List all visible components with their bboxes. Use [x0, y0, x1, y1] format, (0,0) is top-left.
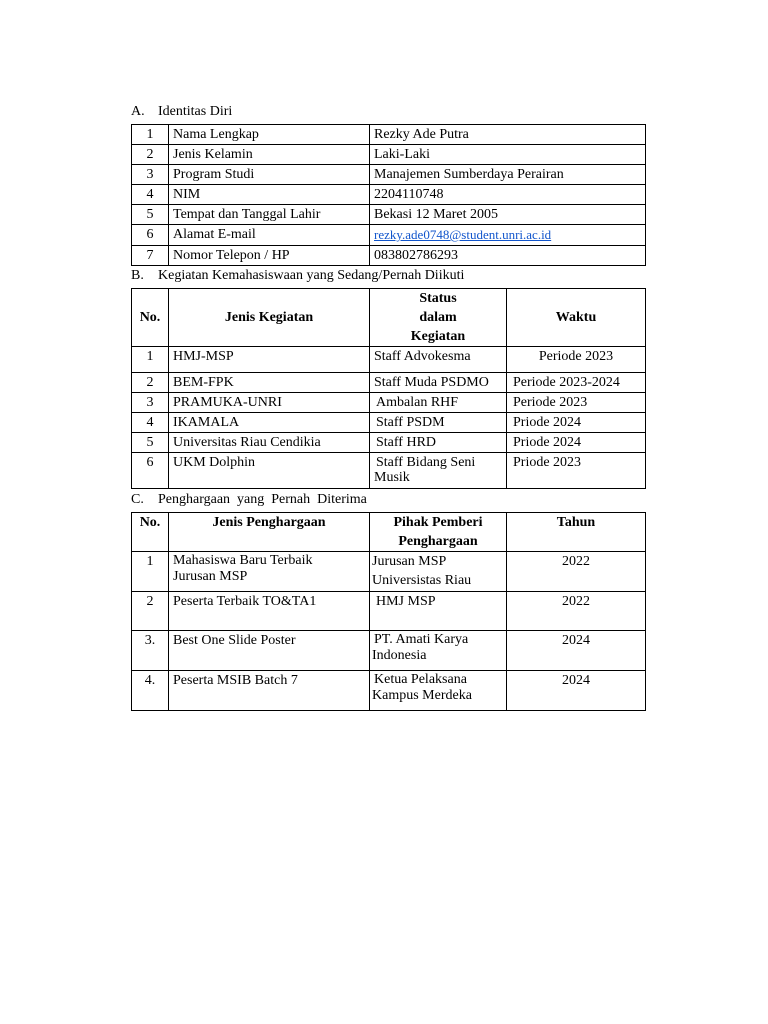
- table-header-row: [132, 513, 646, 552]
- activities-table: [131, 288, 646, 489]
- email-cell: [370, 225, 646, 246]
- header-penghargaan: Jenis Penghargaan: [169, 513, 370, 552]
- identity-label: Tempat dan Tanggal Lahir: [169, 205, 370, 225]
- award-giver-line: Kampus Merdeka: [372, 688, 472, 703]
- section-a-letter: A.: [131, 104, 145, 119]
- activity-status: [370, 453, 507, 489]
- award-giver: [370, 671, 507, 711]
- table-row: [132, 185, 646, 205]
- award-giver-line: [372, 672, 502, 688]
- header-no: No.: [132, 289, 169, 347]
- activity-name: Universitas Riau Cendikia: [169, 433, 370, 453]
- section-c-heading: [131, 491, 367, 509]
- identity-value: Rezky Ade Putra: [370, 125, 646, 145]
- activity-time: [507, 413, 646, 433]
- row-number: 5: [132, 205, 169, 225]
- activity-status: Staff Muda PSDMO: [370, 373, 507, 393]
- identity-value: 2204110748: [370, 185, 646, 205]
- award-name: [169, 552, 370, 592]
- identity-label: Jenis Kelamin: [169, 145, 370, 165]
- activity-time: [507, 393, 646, 413]
- header-status: [370, 289, 507, 347]
- identity-label: Program Studi: [169, 165, 370, 185]
- award-giver-text: PT. Amati Karya: [374, 632, 469, 647]
- award-name-line: Mahasiswa Baru Terbaik: [173, 553, 313, 568]
- table-row: [132, 433, 646, 453]
- award-year: 2022: [507, 592, 646, 631]
- table-row: [132, 205, 646, 225]
- row-number: 7: [132, 246, 169, 266]
- activity-time-text: Priode 2023: [513, 455, 582, 470]
- award-giver-text: Ketua Pelaksana: [374, 672, 467, 687]
- header-no: No.: [132, 513, 169, 552]
- row-number: 3: [132, 165, 169, 185]
- row-number: 2: [132, 145, 169, 165]
- header-kegiatan: Jenis Kegiatan: [169, 289, 370, 347]
- activity-time: [507, 433, 646, 453]
- section-b-title: Kegiatan Kemahasiswaan yang Sedang/Pernah Diikuti: [158, 268, 465, 283]
- award-name: [169, 592, 370, 631]
- row-number: 4: [132, 185, 169, 205]
- row-number: 5: [132, 433, 169, 453]
- section-a-heading: [131, 103, 232, 121]
- activity-status-text: Staff PSDM: [376, 415, 445, 430]
- activity-name: PRAMUKA-UNRI: [169, 393, 370, 413]
- row-number: 3.: [132, 631, 169, 671]
- identity-value: Bekasi 12 Maret 2005: [370, 205, 646, 225]
- activity-name: HMJ-MSP: [169, 347, 370, 373]
- award-giver: [370, 631, 507, 671]
- row-number: 1: [132, 347, 169, 373]
- identity-value: 083802786293: [370, 246, 646, 266]
- activity-time: Periode 2023: [507, 347, 646, 373]
- table-row: [132, 631, 646, 671]
- section-c-title: Penghargaan yang Pernah Diterima: [158, 492, 367, 507]
- activity-name: BEM-FPK: [169, 373, 370, 393]
- activity-time: [507, 453, 646, 489]
- activity-status: [370, 393, 507, 413]
- section-b-letter: B.: [131, 268, 144, 283]
- section-b-heading: [131, 267, 464, 285]
- header-status-line: dalam: [419, 310, 457, 325]
- table-row: [132, 246, 646, 266]
- award-giver-line: Jurusan MSP: [372, 554, 447, 569]
- table-row: [132, 592, 646, 631]
- identity-label: NIM: [169, 185, 370, 205]
- award-giver-line: Indonesia: [372, 648, 427, 663]
- awards-table: [131, 512, 646, 711]
- header-pihak-line: Pihak Pemberi: [393, 515, 483, 530]
- award-giver-text: HMJ MSP: [376, 594, 436, 609]
- table-row: [132, 347, 646, 373]
- section-a-title: Identitas Diri: [158, 104, 233, 119]
- table-row: [132, 413, 646, 433]
- activity-time: [507, 373, 646, 393]
- table-row: [132, 165, 646, 185]
- identity-table: [131, 124, 646, 266]
- award-giver-line: [372, 632, 502, 648]
- table-row: [132, 145, 646, 165]
- table-row: [132, 671, 646, 711]
- section-c-letter: C.: [131, 492, 144, 507]
- award-year: 2024: [507, 671, 646, 711]
- award-name-line: Jurusan MSP: [173, 569, 248, 584]
- award-name-line: Best One Slide Poster: [173, 633, 296, 648]
- identity-value: Laki-Laki: [370, 145, 646, 165]
- table-row: [132, 393, 646, 413]
- award-year: 2022: [507, 552, 646, 592]
- row-number: 4.: [132, 671, 169, 711]
- award-name: [169, 631, 370, 671]
- row-number: 6: [132, 225, 169, 246]
- table-row: [132, 125, 646, 145]
- row-number: 2: [132, 373, 169, 393]
- table-row: [132, 225, 646, 246]
- award-name: [169, 671, 370, 711]
- activity-name: IKAMALA: [169, 413, 370, 433]
- row-number: 4: [132, 413, 169, 433]
- activity-name: UKM Dolphin: [169, 453, 370, 489]
- award-giver: [370, 592, 507, 631]
- activity-time-text: Periode 2023: [513, 395, 588, 410]
- table-row: [132, 453, 646, 489]
- award-name-line: Peserta Terbaik TO&TA1: [173, 594, 317, 609]
- identity-label: Nama Lengkap: [169, 125, 370, 145]
- header-tahun: Tahun: [507, 513, 646, 552]
- identity-label: Alamat E-mail: [169, 225, 370, 246]
- row-number: 2: [132, 592, 169, 631]
- activity-time-text: Priode 2024: [513, 415, 582, 430]
- header-waktu: Waktu: [507, 289, 646, 347]
- activity-time-text: Priode 2024: [513, 435, 582, 450]
- activity-status-line: [374, 455, 502, 470]
- email-link[interactable]: rezky.ade0748@student.unri.ac.id: [374, 227, 552, 242]
- row-number: 3: [132, 393, 169, 413]
- activity-status: Staff Advokesma: [370, 347, 507, 373]
- row-number: 6: [132, 453, 169, 489]
- identity-label: Nomor Telepon / HP: [169, 246, 370, 266]
- activity-status: [370, 413, 507, 433]
- activity-status-text: Staff Bidang Seni: [376, 455, 476, 470]
- table-row: [132, 373, 646, 393]
- table-row: [132, 552, 646, 592]
- activity-time-text: Periode 2023-2024: [513, 375, 620, 390]
- header-status-line: Status: [419, 291, 457, 306]
- row-number: 1: [132, 552, 169, 592]
- row-number: 1: [132, 125, 169, 145]
- award-year: 2024: [507, 631, 646, 671]
- award-giver-line: Universistas Riau: [372, 573, 472, 588]
- header-pihak: [370, 513, 507, 552]
- activity-status-text: Staff HRD: [376, 435, 437, 450]
- activity-status-text: Ambalan RHF: [376, 395, 459, 410]
- award-giver: [370, 552, 507, 592]
- activity-status-line: Musik: [374, 470, 410, 485]
- activity-status: [370, 433, 507, 453]
- header-pihak-line: Penghargaan: [398, 534, 478, 549]
- table-header-row: [132, 289, 646, 347]
- identity-value: Manajemen Sumberdaya Perairan: [370, 165, 646, 185]
- award-name-line: Peserta MSIB Batch 7: [173, 673, 298, 688]
- award-giver-line: [374, 592, 502, 611]
- header-status-line: Kegiatan: [410, 329, 466, 344]
